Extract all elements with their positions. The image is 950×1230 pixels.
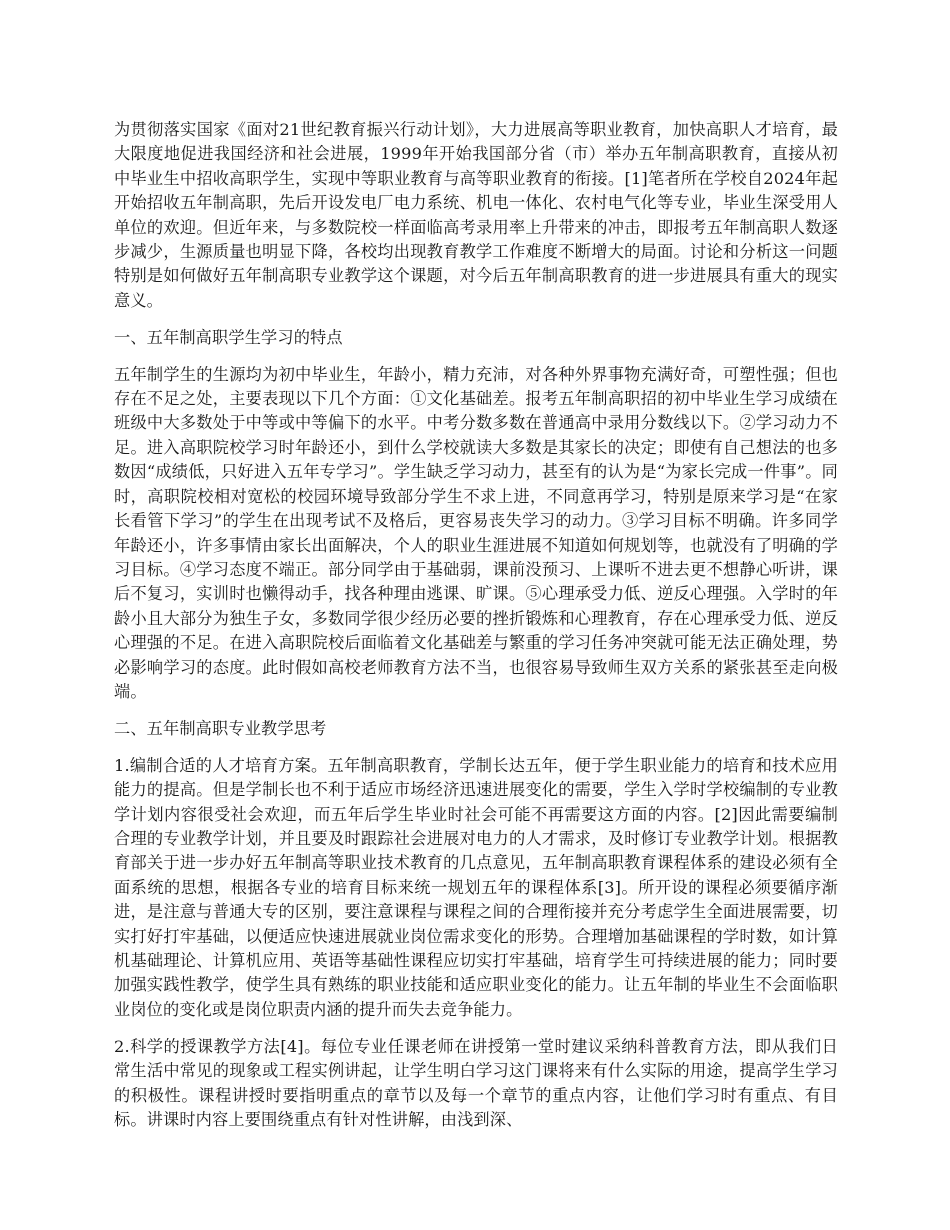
section-heading-2: 二、五年制高职专业教学思考 — [114, 718, 327, 738]
section-heading-1: 一、五年制高职学生学习的特点 — [114, 327, 343, 347]
characteristics-paragraph: 五年制学生的生源均为初中毕业生，年龄小，精力充沛，对各种外界事物充满好奇，可塑性强；但也存在不足之处，主要表现以下几个方面：①文化基础差。报考五年制高职招的初中毕业生学习成绩在班级中大多数处于中等或中等偏下的水平。中考分数多数在普通高中录用分数线以下。②学习动力不足。进入高职院校学习时年龄还小，到什么学校就读大多数是其家长的决定；即使有自己想法的也多数因“成绩低，只好进入五年专学习”。学生缺乏学习动力，甚至有的认为是“为家长完成一件事”。同时，高职院校相对宽松的校园环境导致部分学生不求上进，不同意再学习，特别是原来学习是“在家长看管下学习”的学生在出现考试不及格后，更容易丧失学习的动力。③学习目标不明确。许多同学年龄还小，许多事情由家长出面解决，个人的职业生涯进展不知道如何规划等，也就没有了明确的学习目标。④学习态度不端正。部分同学由于基础弱，课前没预习、上课听不进去更不想静心听讲，课后不复习，实训时也懒得动手，找各种理由逃课、旷课。⑤心理承受力低、逆反心理强。入学时的年龄小且大部分为独生子女，多数同学很少经历必要的挫折锻炼和心理教育，存在心理承受力低、逆反心理强的不足。在进入高职院校后面临着文化基础差与繁重的学习任务冲突就可能无法正确处理，势必影响学习的态度。此时假如高校老师教育方法不当，也很容易导致师生双方关系的紧张甚至走向极端。 — [114, 364, 838, 701]
intro-paragraph: 为贯彻落实国家《面对21世纪教育振兴行动计划》，大力进展高等职业教育，加快高职人才培育，最大限度地促进我国经济和社会进展，1999年开始我国部分省（市）举办五年制高职教育，直接从初中毕业生中招收高职学生，实现中等职业教育与高等职业教育的衔接。[1]笔者所在学校自2024年起开始招收五年制高职，先后开设发电厂电力系统、机电一体化、农村电气化等专业，毕业生深受用人单位的欢迎。但近年来，与多数院校一样面临高考录用率上升带来的冲击，即报考五年制高职人数逐步减少，生源质量也明显下降，各校均出现教育教学工作难度不断增大的局面。讨论和分析这一问题特别是如何做好五年制高职专业教学这个课题，对今后五年制高职教育的进一步进展具有重大的现实意义。 — [114, 120, 838, 310]
training-plan-paragraph: 1.编制合适的人才培育方案。五年制高职教育，学制长达五年，便于学生职业能力的培育和技术应用能力的提高。但是学制长也不利于适应市场经济迅速进展变化的需要，学生入学时学校编制的专业教学计划内容很受社会欢迎，而五年后学生毕业时社会可能不再需要这方面的内容。[2]因此需要编制合理的专业教学计划，并且要及时跟踪社会进展对电力的人才需求，及时修订专业教学计划。根据教育部关于进一步办好五年制高等职业技术教育的几点意见，五年制高职教育课程体系的建设必须有全面系统的思想，根据各专业的培育目标来统一规划五年的课程体系[3]。所开设的课程必须要循序渐进，是注意与普通大专的区别，要注意课程与课程之间的合理衔接并充分考虑学生全面进展需要，切实打好打牢基础，以便适应快速进展就业岗位需求变化的形势。合理增加基础课程的学时数，如计算机基础理论、计算机应用、英语等基础性课程应切实打牢基础，培育学生可持续进展的能力；同时要加强实践性教学，使学生具有熟练的职业技能和适应职业变化的能力。让五年制的毕业生不会面临职业岗位的变化或是岗位职责内涵的提升而失去竞争能力。 — [114, 755, 838, 1019]
teaching-method-paragraph: 2.科学的授课教学方法[4]。每位专业任课老师在讲授第一堂时建议采纳科普教育方法，即从我们日常生活中常见的现象或工程实例讲起，让学生明白学习这门课将来有什么实际的用途，提高学生学习的积极性。课程讲授时要指明重点的章节以及每一个章节的重点内容，让他们学习时有重点、有目标。讲课时内容上要围绕重点有针对性讲解，由浅到深、 — [114, 1036, 838, 1129]
